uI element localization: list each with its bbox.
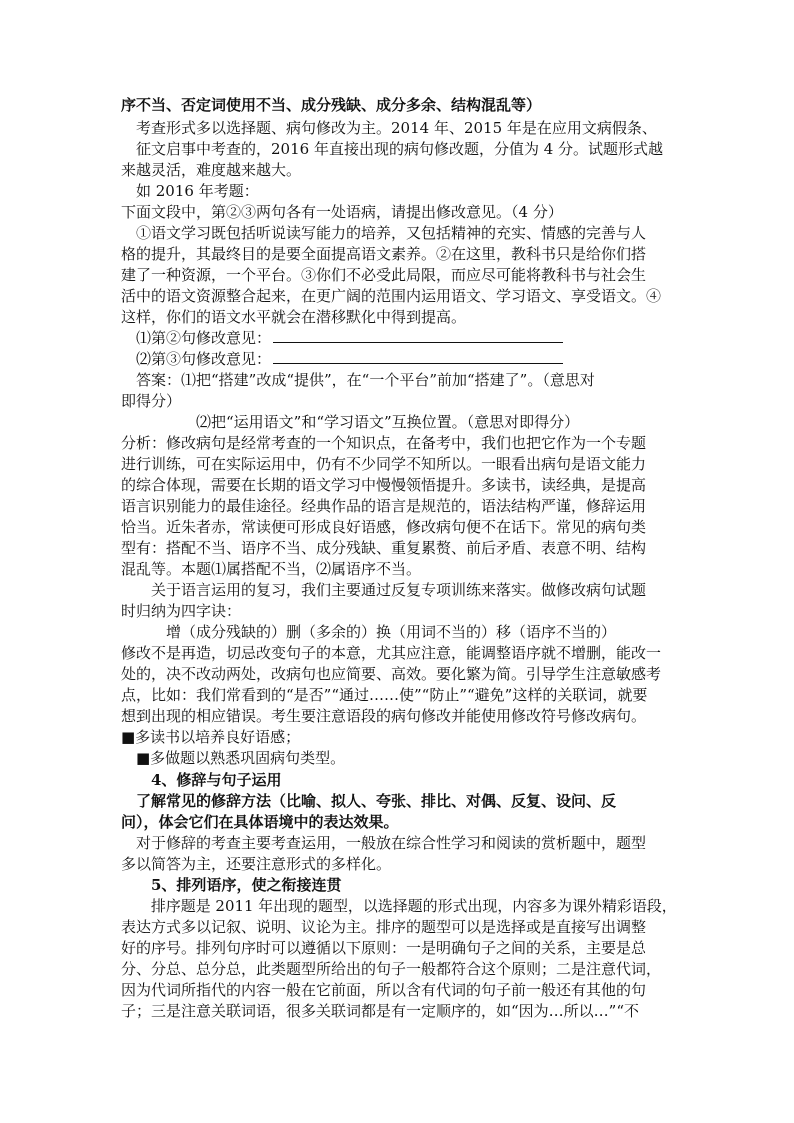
text-line: ⑵第③句修改意见：: [121, 350, 272, 368]
text-line: 表达方式多以记叙、说明、议论为主。排序的题型可以是选择或是直接写出调整: [121, 918, 647, 936]
text-line: 子；三是注意关联词语，很多关联词都是有一定顺序的，如“因为…所以…”“不: [121, 1002, 640, 1020]
text-line: 考查形式多以选择题、病句修改为主。2014 年、2015 年是在应用文病假条、: [121, 119, 657, 137]
text-line: 这样，你们的语文水平就会在潜移默化中得到提高。: [121, 308, 467, 326]
text-line: ■多做题以熟悉巩固病句类型。: [121, 749, 346, 767]
text-line: 活中的语文资源整合起来，在更广阔的范围内运用语文、学习语文、享受语文。④: [121, 287, 662, 305]
text-line: 即得分）: [121, 392, 182, 410]
text-line: 语言识别能力的最佳途径。经典作品的语言是规范的，语法结构严谨，修辞运用: [121, 497, 647, 515]
text-line: 点，比如：我们常看到的“是否”“通过……使”“防止”“避免”这样的关联词，就要: [121, 686, 648, 704]
text-line: ①语文学习既包括听说读写能力的培养，又包括精神的充实、情感的完善与人: [121, 224, 647, 242]
text-line: 来越灵活，难度越来越大。: [121, 161, 302, 179]
text-line: 型有：搭配不当、语序不当、成分残缺、重复累赘、前后矛盾、表意不明、结构: [121, 539, 647, 557]
text-line: 时归纳为四字诀：: [121, 602, 242, 620]
text-line: ■多读书以培养良好语感；: [121, 728, 301, 746]
text-line: 的综合体现，需要在长期的语文学习中慢慢领悟提升。多读书，读经典，是提高: [121, 476, 647, 494]
text-line: 因为代词所指代的内容一般在它前面，所以含有代词的句子前一般还有其他的句: [121, 981, 647, 999]
section-heading: 5、排列语序，使之衔接连贯: [121, 876, 342, 894]
text-line: 分析：修改病句是经常考查的一个知识点，在备考中，我们也把它作为一个专题: [121, 434, 647, 452]
text-line: 好的序号。排列句序时可以遵循以下原则：一是明确句子之间的关系，主要是总: [121, 939, 647, 957]
text-line: 问），体会它们在具体语境中的表达效果。: [121, 813, 399, 831]
answer-blank: [273, 348, 563, 364]
text-line: 修改不是再造，切忌改变句子的本意，尤其应注意，能调整语序就不增删，能改一: [121, 644, 662, 662]
section-heading: 4、修辞与句子运用: [121, 771, 282, 789]
text-line: 征文启事中考查的，2016 年直接出现的病句修改题，分值为 4 分。试题形式越: [121, 140, 664, 158]
text-line: 分、分总、总分总，此类题型所给出的句子一般都符合这个原则；二是注意代词，: [121, 960, 662, 978]
text-line: 序不当、否定词使用不当、成分残缺、成分多余、结构混乱等）: [121, 96, 542, 114]
answer-line-1: [121, 327, 563, 349]
text-line: 恰当。近朱者赤，常读便可形成良好语感，修改病句便不在话下。常见的病句类: [121, 518, 647, 536]
text-line: 处的，决不改动两处，改病句也应简要、高效。要化繁为简。引导学生注意敏感考: [121, 665, 662, 683]
answer-blank: [273, 327, 563, 343]
text-line: 进行训练，可在实际运用中，仍有不少同学不知所以。一眼看出病句是语文能力: [121, 455, 647, 473]
answer-line-2: [121, 348, 563, 370]
text-line: 了解常见的修辞方法（比喻、拟人、夸张、排比、对偶、反复、设问、反: [121, 792, 617, 810]
text-line: 下面文段中，第②③两句各有一处语病，请提出修改意见。（4 分）: [121, 203, 563, 221]
text-line: 答案：⑴把“搭建”改成“提供”，在“一个平台”前加“搭建了”。（意思对: [121, 371, 595, 389]
text-line: 增（成分残缺的）删（多余的）换（用词不当的）移（语序不当的）: [121, 623, 617, 641]
text-line: 想到出现的相应错误。考生要注意语段的病句修改并能使用修改符号修改病句。: [121, 707, 647, 725]
text-line: 混乱等。本题⑴属搭配不当，⑵属语序不当。: [121, 560, 422, 578]
text-line: 建了一种资源，一个平台。③你们不必受此局限，而应尽可能将教科书与社会生: [121, 266, 647, 284]
text-line: 格的提升，其最终目的是要全面提高语文素养。②在这里，教科书只是给你们搭: [121, 245, 647, 263]
text-line: ⑵把“运用语文”和“学习语文”互换位置。（意思对即得分）: [121, 413, 580, 431]
text-line: 关于语言运用的复习，我们主要通过反复专项训练来落实。做修改病句试题: [121, 581, 647, 599]
text-line: 对于修辞的考查主要考查运用，一般放在综合性学习和阅读的赏析题中，题型: [121, 834, 647, 852]
text-line: ⑴第②句修改意见：: [121, 329, 272, 347]
text-line: 如 2016 年考题：: [121, 182, 259, 200]
text-line: 排序题是 2011 年出现的题型，以选择题的形式出现，内容多为课外精彩语段，: [121, 897, 677, 915]
text-line: 多以简答为主，还要注意形式的多样化。: [121, 855, 392, 873]
